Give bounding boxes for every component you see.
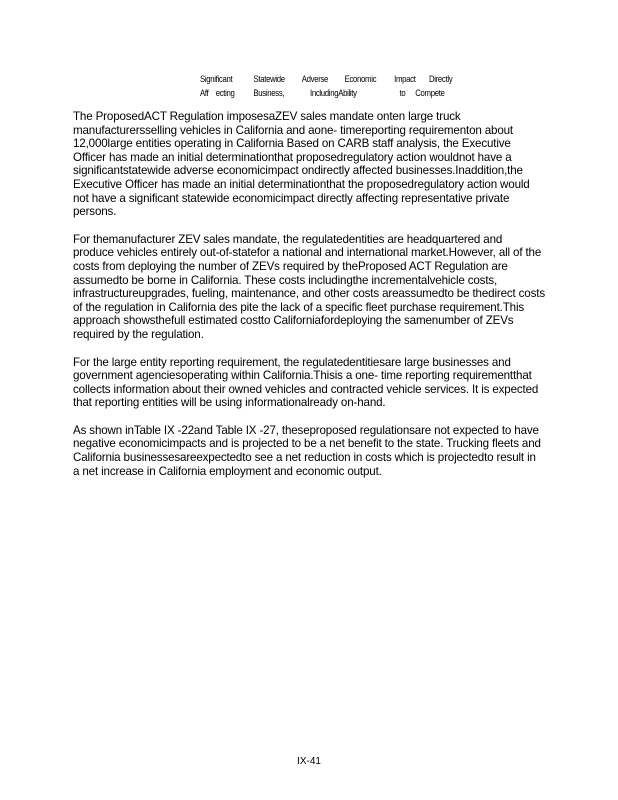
- heading-word: IncludingAbility: [309, 88, 357, 99]
- heading-word: Business,: [253, 88, 285, 99]
- heading-word: Impact: [394, 74, 416, 85]
- heading-word: ecting: [215, 88, 235, 99]
- heading-word: Aff: [200, 88, 209, 99]
- heading-word: Significant: [200, 74, 233, 85]
- page-number: IX-41: [297, 756, 321, 767]
- paragraph-reporting-requirement: For the large entity reporting requirement, the regulatedentitiesare large businesses and government agenciesoperating within California.Thisis a one- time reporting requirementthat collects information about their owned vehicles and contracted vehicle services. It is expected that reporting entities will be using informationalready on-hand.: [73, 355, 539, 410]
- heading-word: Statewide: [253, 74, 285, 85]
- section-heading-line-2: [200, 87, 462, 101]
- section-heading: [200, 73, 462, 101]
- heading-word: to: [399, 88, 406, 99]
- heading-word: Directly: [428, 74, 453, 85]
- paragraph-manufacturer-mandate: For themanufacturer ZEV sales mandate, the regulatedentities are headquartered and produce vehicles entirely out-of-statefor a national and international market.However, all of the costs from deploying the number of ZEVs required by theProposed ACT Regulation are assumedto be borne in California. These costs includingthe incrementalvehicle costs, infrastructureupgrades, fueling, maintenance, and other costs areassumedto be thedirect costs of the regulation in California des pite the lack of a specific fleet purchase requirement.This approach showsthefull estimated costto Californiafordeploying the samenumber of ZEVs required by the regulation.: [73, 232, 545, 341]
- section-heading-line-1: [200, 73, 462, 87]
- heading-word: Adverse: [301, 74, 329, 85]
- body-text: [73, 110, 545, 492]
- paragraph-net-benefit: As shown inTable IX -22and Table IX -27, theseproposed regulationsare not expected to have negative economicimpacts and is projected to be a net benefit to the state. Trucking fleets and California businessesareexpectedto see a net reduction in costs which is projectedto result in a net increase in California employment and economic output.: [73, 423, 541, 478]
- heading-word: Economic: [344, 74, 377, 85]
- heading-word: Compete: [415, 88, 445, 99]
- paragraph-overview: The ProposedACT Regulation imposesaZEV sales mandate onten large truck manufacturersselling vehicles in California and aone- timereporting requirementon about 12,000large entities operating in California Based on CARB staff analysis, the Executive Officer has made an initial determinationthat proposedregulatory action wouldnot have a significantstatewide adverse economicimpact ondirectly affected businesses.Inaddition,the Executive Officer has made an initial determinationthat the proposedregulatory action would not have a significant statewide economicimpact directly affecting representative private persons.: [73, 110, 530, 219]
